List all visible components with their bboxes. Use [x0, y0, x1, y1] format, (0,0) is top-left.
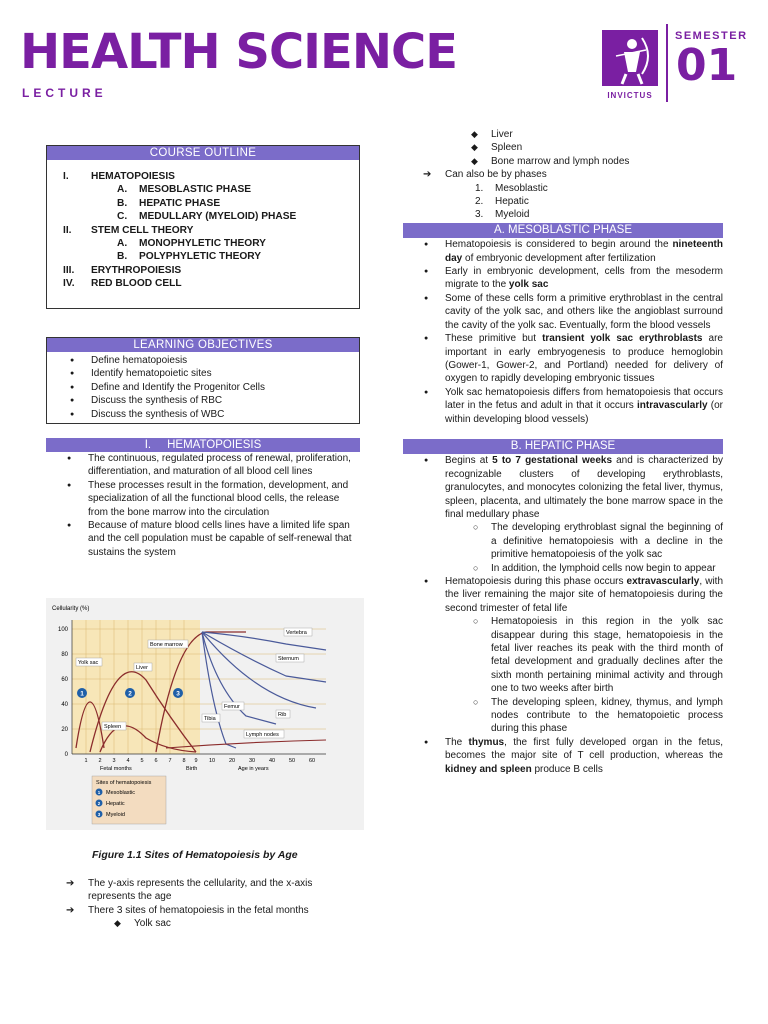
- xlabel-age: Age in years: [238, 766, 269, 772]
- diamond-item: ◆ Yolk sac: [46, 917, 360, 930]
- femur-label: Femur: [224, 704, 240, 710]
- svg-text:50: 50: [288, 758, 296, 764]
- x-ticks: [84, 758, 315, 764]
- y-tick: 100: [57, 627, 68, 633]
- hematopoiesis-bullets: [46, 452, 360, 559]
- outline-sub-item: MEDULLARY (MYELOID) PHASE: [139, 211, 297, 223]
- xlabel-fetal: Fetal months: [100, 766, 132, 772]
- bullet-item: ● Begins at 5 to 7 gestational weeks and is characterized by recognizable clusters of developing erythroblasts, granulocytes, and monocytes colonizing the fetal liver, thymus, spleen, placenta, and ultimately the bone marrow space in the final medullary phase: [403, 454, 723, 521]
- phase-label: Mesoblastic: [495, 182, 548, 194]
- learning-objectives-box: [46, 337, 360, 424]
- svg-text:5: 5: [140, 758, 144, 764]
- legend-item: Myeloid: [106, 812, 125, 818]
- y-tick: 20: [61, 727, 68, 733]
- course-outline-title: COURSE OUTLINE: [47, 146, 359, 160]
- bullet-item: ● Yolk sac hematopoiesis differs from hematopoiesis that occurs later in the fetus and adult in that it occurs intravascularly (or within developing blood vessels): [403, 386, 723, 426]
- arrow-note: ➔ The y-axis represents the cellularity, and the x-axis represents the age: [46, 877, 360, 904]
- xlabel-birth: Birth: [186, 766, 198, 772]
- page-subtitle: LECTURE: [22, 86, 107, 100]
- figure-legend: [92, 776, 166, 824]
- yolk-sac-label: Yolk sac: [78, 660, 99, 666]
- left-column: [46, 145, 360, 559]
- right-column: [403, 128, 723, 776]
- bullet-item: ● The thymus, the first fully developed organ in the fetus, becomes the major site of T cell production, whereas the kidney and spleen produce B cells: [403, 736, 723, 776]
- outline-sub-item: HEPATIC PHASE: [139, 197, 221, 209]
- spleen-label: Spleen: [104, 724, 122, 730]
- sternum-label: Sternum: [278, 656, 299, 662]
- objective-item: ● Define and Identify the Progenitor Cells: [47, 381, 359, 394]
- y-tick: 60: [61, 677, 68, 683]
- course-outline-list: [47, 160, 359, 299]
- svg-text:9: 9: [194, 758, 198, 764]
- hematopoiesis-header: [46, 438, 360, 452]
- bullet-item: ● Because of mature blood cells lines have a limited life span and the cell population must be capable of self-renewal that sustains the system: [46, 519, 360, 559]
- svg-text:30: 30: [248, 758, 256, 764]
- liver-label: Liver: [136, 665, 148, 671]
- objective-item: ● Discuss the synthesis of WBC: [47, 408, 359, 421]
- diamond-item: ◆ Bone marrow and lymph nodes: [403, 155, 723, 168]
- learning-objectives-list: [47, 352, 359, 423]
- outline-sub-item: POLYPHYLETIC THEORY: [139, 251, 262, 263]
- archer-icon: [602, 30, 658, 86]
- vertebra-label: Vertebra: [286, 630, 307, 636]
- section-num: I.: [144, 439, 152, 452]
- figure-caption: Figure 1.1 Sites of Hematopoiesis by Age: [92, 849, 298, 861]
- svg-text:2: 2: [98, 758, 102, 764]
- svg-text:1: 1: [84, 758, 88, 764]
- svg-text:2: 2: [97, 801, 101, 806]
- svg-text:8: 8: [182, 758, 186, 764]
- sub-bullet-item: ○ In addition, the lymphoid cells now begin to appear: [403, 562, 723, 575]
- y-tick: 80: [61, 652, 68, 658]
- objective-item: ● Discuss the synthesis of RBC: [47, 394, 359, 407]
- y-tick: 40: [61, 702, 68, 708]
- svg-text:6: 6: [154, 758, 158, 764]
- hepatic-header: B. HEPATIC PHASE: [403, 439, 723, 454]
- phase-num: 3.: [475, 209, 484, 221]
- sub-bullet-item: ○ The developing erythroblast signal the beginning of a definitive hematopoiesis with a decline in the primitive hematopoiesis of the yolk sac: [403, 521, 723, 561]
- diamond-item: ◆ Liver: [403, 128, 723, 141]
- section-title: HEMATOPOIESIS: [167, 439, 262, 452]
- svg-text:40: 40: [268, 758, 276, 764]
- invictus-logo: [602, 30, 658, 86]
- semester-label: SEMESTER: [675, 30, 748, 42]
- arrow-note: ➔ Can also be by phases: [403, 168, 723, 181]
- outline-num: II.: [63, 224, 72, 236]
- y-ticks: [58, 627, 69, 758]
- femur-curve: [202, 632, 276, 724]
- logo-text: INVICTUS: [607, 91, 653, 100]
- phase-label: Myeloid: [495, 209, 530, 221]
- rib-label: Rib: [278, 712, 287, 718]
- outline-num: IV.: [63, 278, 75, 290]
- legend-item: Hepatic: [106, 801, 125, 807]
- bullet-item: ● These primitive but transient yolk sac erythroblasts are important in early embryogenesis to produce hemoglobin (Gower-1, Gower-2, and Portland) needed for delivery of oxygen to rapidly developing embryonic tissues: [403, 332, 723, 386]
- phase-marker: 2: [128, 690, 132, 698]
- outline-num: III.: [63, 264, 75, 276]
- svg-text:1: 1: [97, 790, 101, 795]
- svg-text:3: 3: [97, 812, 101, 817]
- bullet-item: ● Some of these cells form a primitive erythroblast in the central cavity of the yolk sac, and others like the angioblast surround the cavity of the yolk sac. Eventually, form the blood vessels: [403, 292, 723, 332]
- tibia-label: Tibia: [204, 716, 216, 722]
- outline-letter: A.: [117, 184, 128, 196]
- bullet-item: ● The continuous, regulated process of renewal, proliferation, differentiation, and maturation of all blood cell lines: [46, 452, 360, 479]
- phase-marker: 1: [80, 690, 84, 698]
- outline-num: I.: [63, 171, 69, 182]
- legend-item: Mesoblastic: [106, 790, 136, 796]
- lymph-nodes-label: Lymph nodes: [246, 732, 279, 738]
- svg-text:3: 3: [112, 758, 116, 764]
- bone-marrow-label: Bone marrow: [150, 642, 183, 648]
- phase-label: Hepatic: [495, 196, 529, 208]
- bullet-item: ● Hematopoiesis is considered to begin around the nineteenth day of embryonic development after fertilization: [403, 238, 723, 265]
- objective-item: ● Identify hematopoietic sites: [47, 367, 359, 380]
- learning-objectives-title: LEARNING OBJECTIVES: [47, 338, 359, 352]
- outline-letter: B.: [117, 197, 128, 209]
- outline-letter: A.: [117, 238, 128, 250]
- bullet-item: ● Hematopoiesis during this phase occurs extravascularly, with the liver remaining the major site of hematopoiesis during the second trimester of fetal life: [403, 575, 723, 615]
- outline-letter: C.: [117, 211, 128, 223]
- semester-divider: [666, 24, 668, 102]
- chart-ylabel: Cellularity (%): [52, 606, 90, 612]
- legend-title: Sites of hematopoiesis: [96, 780, 152, 786]
- arrow-note: ➔ There 3 sites of hematopoiesis in the fetal months: [46, 904, 360, 917]
- outline-sub-item: MONOPHYLETIC THEORY: [139, 238, 266, 250]
- bullet-item: ● These processes result in the formation, development, and specialization of all the functional blood cells, the release from the bone marrow into the circulation: [46, 479, 360, 519]
- phase-marker: 3: [176, 690, 180, 698]
- sub-bullet-item: ○ Hematopoiesis in this region in the yolk sac disappear during this stage, hematopoiesis in the fetal liver reaches its peak with the third month of fetal development and gradually declines after the sixth month pertaining minimal activity and through one to two weeks after birth: [403, 615, 723, 695]
- svg-text:7: 7: [168, 758, 172, 764]
- mesoblastic-header: A. MESOBLASTIC PHASE: [403, 223, 723, 238]
- svg-text:4: 4: [126, 758, 130, 764]
- svg-text:20: 20: [228, 758, 236, 764]
- bullet-item: ● Early in embryonic development, cells from the mesoderm migrate to the yolk sac: [403, 265, 723, 292]
- objective-item: ● Define hematopoiesis: [47, 354, 359, 367]
- figure-notes: [46, 877, 360, 931]
- outline-item: ERYTHROPOIESIS: [91, 264, 182, 276]
- course-outline-box: [46, 145, 360, 309]
- phase-num: 2.: [475, 196, 484, 208]
- outline-item: STEM CELL THEORY: [91, 224, 194, 236]
- diamond-item: ◆ Spleen: [403, 141, 723, 154]
- outline-letter: B.: [117, 251, 128, 263]
- sub-bullet-item: ○ The developing spleen, kidney, thymus, and lymph nodes contribute to the hematopoietic process during this phase: [403, 696, 723, 736]
- outline-sub-item: MESOBLASTIC PHASE: [139, 184, 252, 196]
- page-title: HEALTH SCIENCE: [20, 24, 458, 80]
- hematopoiesis-figure: [46, 598, 364, 830]
- sites-chart: [46, 598, 364, 830]
- semester-number: 01: [676, 40, 738, 91]
- svg-text:60: 60: [308, 758, 316, 764]
- outline-item: RED BLOOD CELL: [91, 278, 182, 290]
- outline-item: HEMATOPOIESIS: [91, 171, 175, 182]
- rib-curve: [202, 632, 316, 708]
- svg-text:10: 10: [208, 758, 216, 764]
- y-tick: 0: [64, 752, 68, 758]
- phase-num: 1.: [475, 182, 484, 194]
